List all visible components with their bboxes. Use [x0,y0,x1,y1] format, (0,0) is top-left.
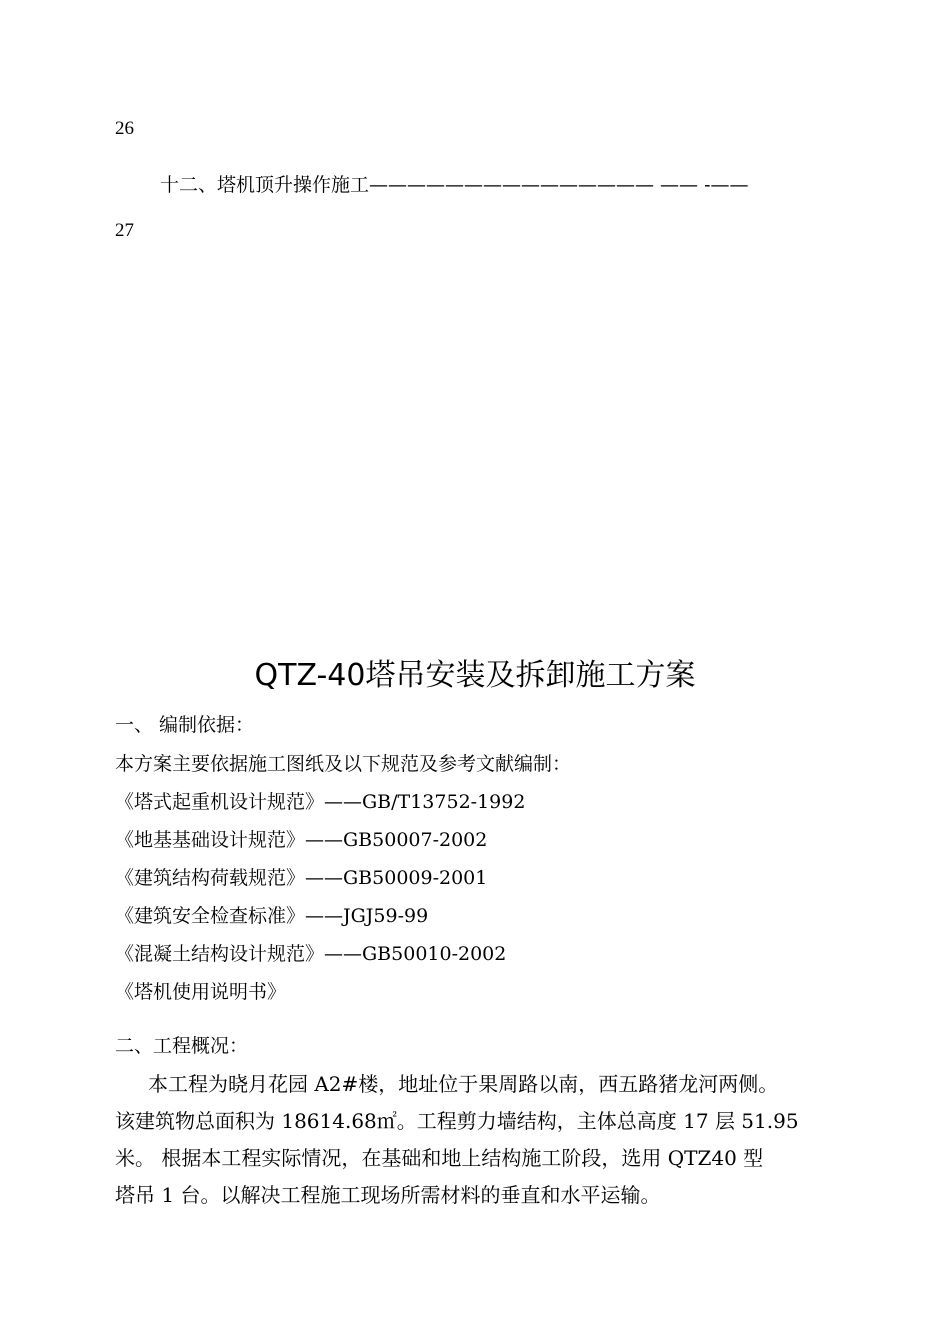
document-title: QTZ-40塔吊安装及拆卸施工方案 [254,658,696,693]
reference-item: 《塔机使用说明书》 [115,981,287,1003]
body-line: 塔吊 1 台。以解决工程施工现场所需材料的垂直和水平运输。 [115,1183,661,1207]
body-line: 该建筑物总面积为 18614.68㎡。工程剪力墙结构，主体总高度 17 层 51.95 [115,1109,799,1133]
reference-item: 《建筑结构荷载规范》——GB50009-2001 [115,867,488,889]
toc-page-number: 27 [115,220,134,241]
toc-entry-leader: ——————————————— —— -—— [369,174,749,196]
section1-intro: 本方案主要依据施工图纸及以下规范及参考文献编制： [115,753,572,775]
body-line: 米。 根据本工程实际情况，在基础和地上结构施工阶段，选用 QTZ40 型 [115,1146,764,1170]
toc-entry-label: 十二、塔机顶升操作施工 [160,174,370,196]
reference-item: 《塔式起重机设计规范》——GB/T13752-1992 [115,791,526,813]
reference-item: 《建筑安全检查标准》——JGJ59-99 [115,905,429,927]
toc-entry [160,170,749,197]
body-line: 本工程为晓月花园 A2#楼，地址位于果周路以南，西五路猪龙河两侧。 [148,1072,779,1096]
reference-item: 《混凝土结构设计规范》——GB50010-2002 [115,943,507,965]
section1-heading: 一、 编制依据： [115,714,255,736]
toc-page-number-prev: 26 [115,118,134,139]
reference-item: 《地基基础设计规范》——GB50007-2002 [115,829,488,851]
section2-body [115,1066,850,1214]
section2-heading: 二、工程概况： [115,1035,249,1057]
